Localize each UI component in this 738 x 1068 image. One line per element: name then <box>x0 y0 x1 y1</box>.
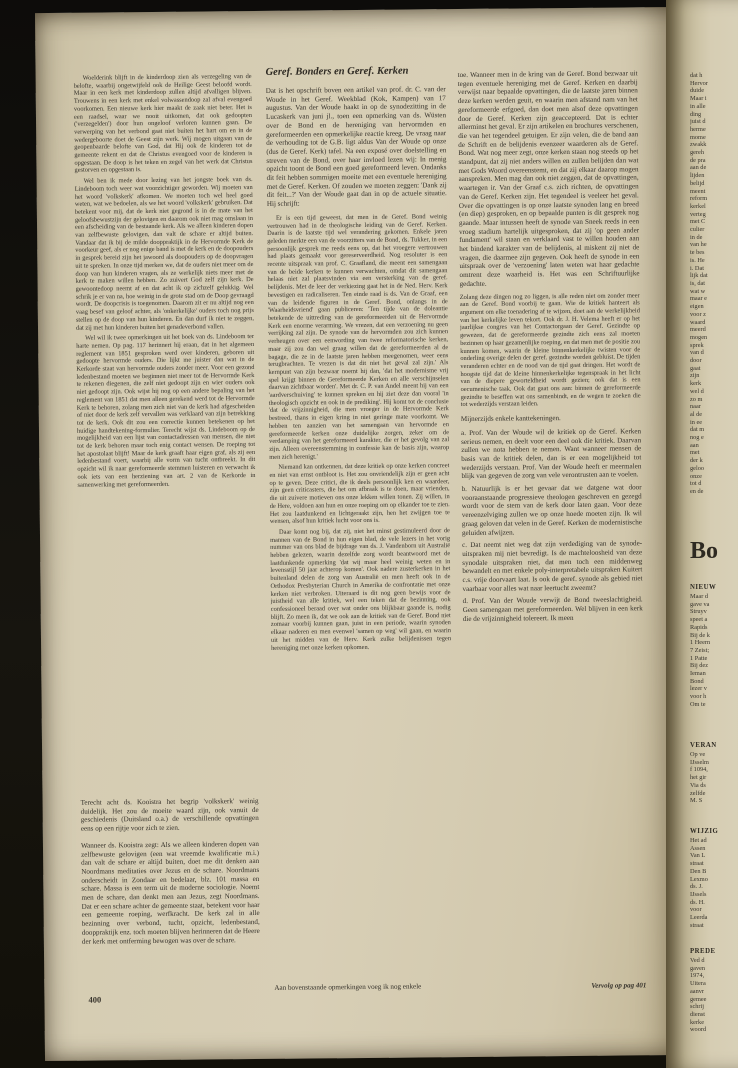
left-column-text-block: Woelderink blijft in de kinderdoop zien als verzegeling van de belofte, waarbij ongetwijfeld ook de Heilige Geest beloofd wordt. Maar in een kerk met kinderdoop zullen altijd afvalligen blijven. Trouwens in een kerk met enkel volwassendoop zal afval evengoed voorkomen. Een nieuwe kerk hier maakt de zaak niet beter. Het is een raadsel, waar we nooit uitkomen, dat ook gedoopten ('verzegelden') door hun ongeloof verloren kunnen gaan. De verwerping van het verbond gaat niet buiten het hart om en in de wedergeboorte doet de Geest zijn werk. Wij mogen uitgaan van de geopenbaarde belofte van God, dat Hij ook de kinderen tot de gemeente rekent en dat de Christus evengoed voor de kinderen is opgestaan. De doop is het teken en zegel van het werk dat Christus gestorven en opgestaan is. Wel ben ik mede door lezing van het jongste boek van ds. Lindeboom toch weer wat voorzichtiger geworden. Wij moeten van het woord 'volkskerk' afkomen. We moeten toch wel heel goed weten, wat we bedoelen, als we het woord 'volkskerk' gebruiken. Dat betekent voor mij, dat de kerk niet gegrond is in de mate van het geloofsbewustzijn der gelovigen en daarom ook niet mag omslaan in een afscheiding van de bestaande kerk. Als we alleen kinderen dopen van zelfbewuste gelovigen, dan valt de schare er altijd buiten. Vandaar dat ik bij de milde dooppraktijk in de Hervormde Kerk de voorkeur geef, als er nog enige band is met de kerk en de doopouders in gesprek bereid zijn het jawoord als doopouders op de doopvragen uit te spreken. In onze tijd merken we, dat de ouders niet meer om de doop van hun kinderen vragen, als ze werkelijk niets meer met de kerk te maken willen hebben. Zo zuivert God zelf zijn kerk. De gewoontedoop neemt af en dat acht ik op zichzelf gelukkig. Wel schrik je er van na, hoe weinig in de grote stad om de Doop gevraagd wordt. De doopcrisis is toegenomen. Daarom zit er nu altijd nog een vaag besef van geloof achter, als 'onkerkelijke' ouders toch nog prijs stellen op de doop van hun kinderen. En dan durf ik niet te zeggen, dat zij met hun kinderen buiten het genadeverbond vallen. Wel wil ik twee opmerkingen uit het boek van ds. Lindeboom ter harte nemen. Op pag. 117 herinnert hij eraan, dat in het algemeen reglement van 1851 gesproken werd over kinderen, geboren uit gedoopte hervormde ouders. Die lijkt me juister dan wat in de Kerkorde staat van hervormde ouders zonder meer. Voor een gezond ledenbestand moeten we beginnen niet meer tot de Hervormde Kerk te rekenen diegenen, die zelf niet gedoopt zijn en wier ouders ook niet gedoopt zijn. Ook wijst hij nog op een andere bepaling van het reglement van 1851 dat men alleen gerekend werd tot de Hervormde Kerk te behoren, zolang men zich niet van de kerk had afgescheiden of niet door de kerk zelf vervallen was verklaard van zijn betrekking tot de kerk. Ook dit zou een correctie kunnen betekenen op het huidige handtekening-formulier. Terecht wijst ds. Lindeboom op de mogelijkheid van een lijst van contactadressen van mensen, die niet tot de kerk behoren maar toch enig contact wensen. De roeping tot het apostolaat blijft! Maar de kerk graaft haar eigen graf, als zij een ledenbestand voert, waarbij alle vorm van tucht ontbreekt. In dit opzicht wil ik naar gereformeerde stemmen luisteren en verwacht ik ook iets van een herziening van art. 2 van de Kerkorde in samenwerking met gereformeerden. <box>73 73 256 489</box>
article-intro: Dat is het opschrift boven een artikel van prof. dr. C. van der Woude in het Geref. Weekblad (Kok, Kampen) van 17 augustus. Van der Woude haakt in op de synodezitting in de Lucaskerk van juni jl., toen een opmerking van ds. Wüsten over de Bond en de hereniging van hervormden en gereformeerden een opmerkelijke reactie kreeg. De vraag naar de verhouding tot de G.B. ligt aldus Van der Woude op onze (dus de Geref. Kerk) tafel. Na een exposé over doelstelling en streven van de Bond, over haar invloed lezen wij: In menig opzicht toont de Bond een goed gereformeerd leven. Ondanks dit feit hebben sommigen moeite met een eventuele hereniging met de Geref. Kerken. Of zouden we moeten zeggen: 'Dank zij dit feit...?' Van der Woude gaat dan in op de actuele situatie. Hij schrijft: <box>265 85 447 209</box>
column-right <box>458 69 647 991</box>
facing-section-header: PREDE <box>690 948 716 955</box>
column-left <box>74 73 261 999</box>
facing-section-wijzig <box>690 828 738 929</box>
kooistra-paragraph-1: Terecht acht ds. Kooistra het begrip 'volkskerk' weinig duidelijk. Het zou de moeite waard zijn, ook vanuit de geschiedenis (Duitsland o.a.) de verschillende opvattingen eens op een rijtje voor zich te zien. <box>80 796 259 833</box>
article-heading: Geref. Bonders en Geref. Kerken <box>265 65 409 78</box>
facing-section-prede <box>690 948 738 1034</box>
article-tail-line: Aan bovenstaande opmerkingen voeg ik nog enkele <box>274 982 422 993</box>
kooistra-paragraph-2: Wanneer ds. Kooistra zegt: Als we alleen kinderen dopen van zelfbewuste gelovigen (een wat vreemde kwalificatie m.i.) dan valt de schare er altijd buiten, doet me dit denken aan Noordmans meditaties over Jezus en de schare. Noordmans onderscheidt in Zondaar en bedelaar, blz. 101 massa en schare. Massa is een term uit de moderne sociologie. Noemt men de schare, dan denkt men aan Jezus, zegt Noordmans. Dat er een schare achter de gemeente staat, betekent voor haar een gemeente roeping, werfkracht. De kerk zal in alle bezinning over verbond, tucht, opzicht, ledenbestand, dooppraktijk enz. toch moeten blijven herinneren dat de Heere der kerk met ontferming bewogen was over de schare. <box>80 839 260 946</box>
facing-text-fragments: dat h Hervor duide Maar i in alle ding juist d herme mome zwakk gereh de pra aan de lijden belijd meent reform kerkel verteg met C culier in de van he te bes is. He i. Dat lijk dat is, dat wat w maar e eigen voor z waard meerd mogen sprek van d door gaat zijn kerk wel d zo m naar al de in ee dat m nog e aan met der k geloo onze tot d en de <box>690 72 708 495</box>
facing-section-lines: Ved d gaven 1974, Uitera aanvr gemee schrij dienst kerke woord <box>690 957 707 1034</box>
continuation-note: Vervolg op pag 401 <box>591 981 647 990</box>
magazine-page <box>35 7 687 1061</box>
page-number: 400 <box>88 994 102 1005</box>
right-paragraph-1: toe. Wanneer men in de kring van de Geref. Bond bezwaar uit tegen eventuele hereniging met de Geref. Kerken en daarbij verwijst naar bepaalde opvattingen, die de laatste jaren binnen deze kerken werden geuit, en waarin men afstand nam van het gereformeerde erfgoed, dan doet men alsof deze opvattingen door de Geref. Kerken zijn geaccepteerd. Dat is echter allerminst het geval. Er zijn artikelen en brochures verschenen, die van het tegendeel getuigen. Er zijn velen, die de band aan de Schrift en de belijdenis evenzeer waarderen als de Geref. Bond. Wat nog meer zegt, onze kerken staan nog steeds op het standpunt, dat zij niet anders willen en zullen belijden dan wat met Gods Woord overeenstemt, en dat zij elkaar daarop mogen aanspreken. Men mag dan ook niet zeggen, dat de opvattingen, waartegen ir. Van der Graaf c.s. zich richten, de opvattingen van de Geref. Kerken zijn. Het tegendeel is veeleer het geval. Over die opvattingen is op onze laatste synoden lang en breed (en diep) gesproken, en op bepaalde punten is dit gesprek nog gaande. Maar intussen heeft de synode van Sneek reeds in een vroeg stadium hartelijk uitgesproken, dat zij 'op geen ander fundament' wil staan en verklaard vast te willen houden aan het bindend karakter van de belijdenis, al miskent zij niet de vragen, die daarmee zijn gegeven. Ook heeft de synode in een uitspraak over de 'verzoening' laten weten wat haar gedachte omtrent deze waarheid is. Het was een Schriftuurlijke gedachte. <box>457 69 640 288</box>
right-paragraph-2: Zolang deze dingen nog zo liggen, is alle reden niet om zonder meer aan de Geref. Bond voorbij te gaan. Wie de kritiek hanteert als argument om elke toenadering af te wijzen, doet aan de werkelijkheid van het kerkelijke leven tekort. Ook dr. J. H. Velema heeft er op het jaarlijkse congres van het Contactorgaan der Geref. Gezindte op gewezen, dat de gereformeerde gezindte zich eens zal moeten bezinnen op haar gezamenlijke roeping, en dat men met de positie zou kunnen komen, waarin de kleine binnenkerkelijke twisten voor de onderling overige delen der geref. gezindte worden gebluist. De tijden veranderen echter en de nood van de tijd gaat dringen. Het wordt de hoogste tijd dat de kleine hinnenkerkelijke tegenspraak in het licht van de diepere geworteldheid wordt gezien; ook dat is een oecumenische taak. Ook dat gaat ons aan: binnen de gereformeerde gezindte te beseffen wat ons samenbindt, en de wegen te zoeken die tot wederzijds verstaan leiden. <box>459 291 641 409</box>
facing-section-header: VERAN <box>690 742 717 749</box>
facing-page-edge <box>666 0 738 1068</box>
facing-section-header: NIEUW <box>690 584 717 591</box>
facing-section-header: WIJZIG <box>690 828 719 835</box>
facing-section-lines: Maar d gave va Struyv speet a Rapids Bij de k 1 Heern 7 Zeist; 1 Patte Bij dez Ieman Bond lezer v voor h Om te <box>690 593 711 708</box>
kanttekeningen-points: a. Prof. Van der Woude wil de kritiek op de Geref. Kerken serieus nemen, en deelt voor een deel ook die kritiek. Daarvan zullen we nota hebben te nemen. Want wanneer mensen de basis van de kritiek delen, dan is er een mogelijkheid tot wederzijds verstaan. Prof. Van der Woude heeft er meermalen blijk van gegeven de zorg van vele verontrusten aan te voelen. b. Natuurlijk is er het gevaar dat we datgene wat door vooraanstaande progressieve theologen geschreven en gezegd wordt voor de stem van de kerk door laten gaan. Voor deze vereenzelviging zullen we op onze hoede moeten zijn. Ik wil graag geloven dat velen in de Geref. Kerken de modernistische geluiden afwijzen. c. Dat neemt niet weg dat zijn verdediging van de synode-uitspraken mij niet bevredigt. Is de machteloosheid van deze synodale uitspraken niet, dat men toch een middenweg bewandelt en met enkele poly-interpretabele uitspraken Kuitert c.s. vrije doorvaart laat. Is ook de geref. synode als gebied niet vaarbaar voor alles wat naar leertucht zweemt? d. Prof. Van der Woude verwijt de Bond tweeslachtigheid. Geen samengaan met gereformeerden. Wel blijven in een kerk die de vrijzinnigheid tolereert. Ik meen <box>460 427 643 623</box>
facing-big-heading-fragment: Bo <box>690 538 719 564</box>
facing-section-lines: Het ad Assen Van L straat Den B Lexmo ds. J. IJssels ds. H. voor Leerda straat <box>690 837 708 929</box>
facing-section-lines: Op ve IJsselm f 1094, het gir Via ds zelfde M. S <box>690 751 709 805</box>
column-middle <box>266 65 455 993</box>
facing-section-nieuw <box>690 584 738 709</box>
facing-section-veran <box>690 742 738 805</box>
kanttekeningen-heading: Mijnerzijds enkele kanttekeningen. <box>460 414 561 424</box>
article-quote-block: Er is een tijd geweest, dat men in de Geref. Bond weinig vertrouwen had in de theologische leiding van de Geref. Kerken. Daarin is de laatste tijd wel verandering gekomen. Enkele jaren geleden merkte een van de voorzitters van de Bond, ds. Tukker, in een persoonlijk gesprek me reeds eens op, dat het vroegere vertrouwen had plaats gemaakt voor gereserveerdheid. Nog resoluter is een recente uitspraak van prof. C. Graafland, die meent een samengaan van de beide kerken te kunnen verwachten, omdat dit samengaan helaas niet zal plaatsvinden via een versterking van de geref. belijdenis. Met de leer der verkiezing gaat het in de Ned. Herv. Kerk bevestigen en radicaliseren. Ten einde raad is ds. Van de Graaf, een van de leidende figuren in de Geref. Bond, onlangs in de 'Waarheidsvriend' gaan publiceren: 'Ten tijde van de doleantie betekende de uittreding van de gereformeerden uit de Hervormde Kerk een enorme verarming. We vrezen, dat een verzoening nu geen verrijking zal zijn. De synode van de hervormden zou zich kunnen verheugen over een eenwording van twee reformatorische kerken, maar zij zou dan wel graag willen dat de gereformeerden al de bagage, die ze in de laatste jaren hebben meegenomen, weer eens terugbrachten. Te vrezen is dat dit niet het geval zal zijn.' Als kernpunt van zijn bezwaar noemt hij dan, 'dat het modernisme vrij spel krijgt binnen de Gereformeerde Kerken en alle verschijnselen daarvan zichtbaar worden'. Met dr. C. P. van Andel meent hij van een 'aardverschuiving' te kunnen spreken en hij ziet deze dan vooral 'in theologisch opzicht en ook in de prediking'. Hij komt tot de conclusie 'dat de vrijzinnigheid, die men vroeger in de Hervormde Kerk bestreed, thans in eigen kring in niet geringe mate voorkomt. We hebben ten aanzien van het samengaan van hervormde en gereformeerde kerken onze duidelijke zorgen, zeker om de verdamping van het gereformeerd karakter, die er het gevolg van zal zijn. Alleen overeenstemming in confessie kan de basis zijn, waarop men zich herenigt.' Niemand kan ontkennen, dat deze kritiek op onze kerken concreet en niet van ernst ontbloot is. Het zou onvriendelijk zijn er geen acht op te geven. Deze critici, die ik deels persoonlijk ken en waardeer, zijn geen criticasters, die het om afbraak is te doen, maar vrienden, die uit zuivere motieven ons onze lekken willen tonen. Zij willen, in de Here, voldoen aan hun en onze roeping om op elkander toe te zien. Het zou laatdunkend en lichtgeraakt zijn, hen het zwijgen toe te wensen, alsof hun kritiek lucht voor ons is. Daar komt nog bij, dat zij, niet het minst gestimuleerd door de mannen van de Bond in hun eigen blad, de vele lezers in het vorig nummer van ons blad de bijdrage van ds. J. Vandenborn uit Australië hebben gelezen, waarin dezelfde zorg wordt beantwoord met de laatdunkende opmerking 'dat wij maar heel weinig weten en in levensstijl 50 jaar achterop komen'. Ook nadere zusterkerken in het buitenland delen de zorg van Australië en men heeft ook in de Orthodox Presbyterian Church in Amerika de confrontatie met onze kerken niet verbroken. Uiteraard is dit nog geen bewijs voor de juistheid van alle kritiek, wel een teken dat de bezinning, ook confessioneel beraad over wat onder ons blijkbaar gaande is, nodig blijft. Zo meen ik, dat we ook aan de kritiek van de Geref. Bond niet zomaar voorbij kunnen gaan, juist in een periode, waarin synoden elkaar naderen en men evenwel 'samen op weg' wil gaan, en waarin uit het midden van de Herv. Kerk zulke belijdenissen tegen hereniging met onze kerken opkomen. <box>267 213 452 652</box>
